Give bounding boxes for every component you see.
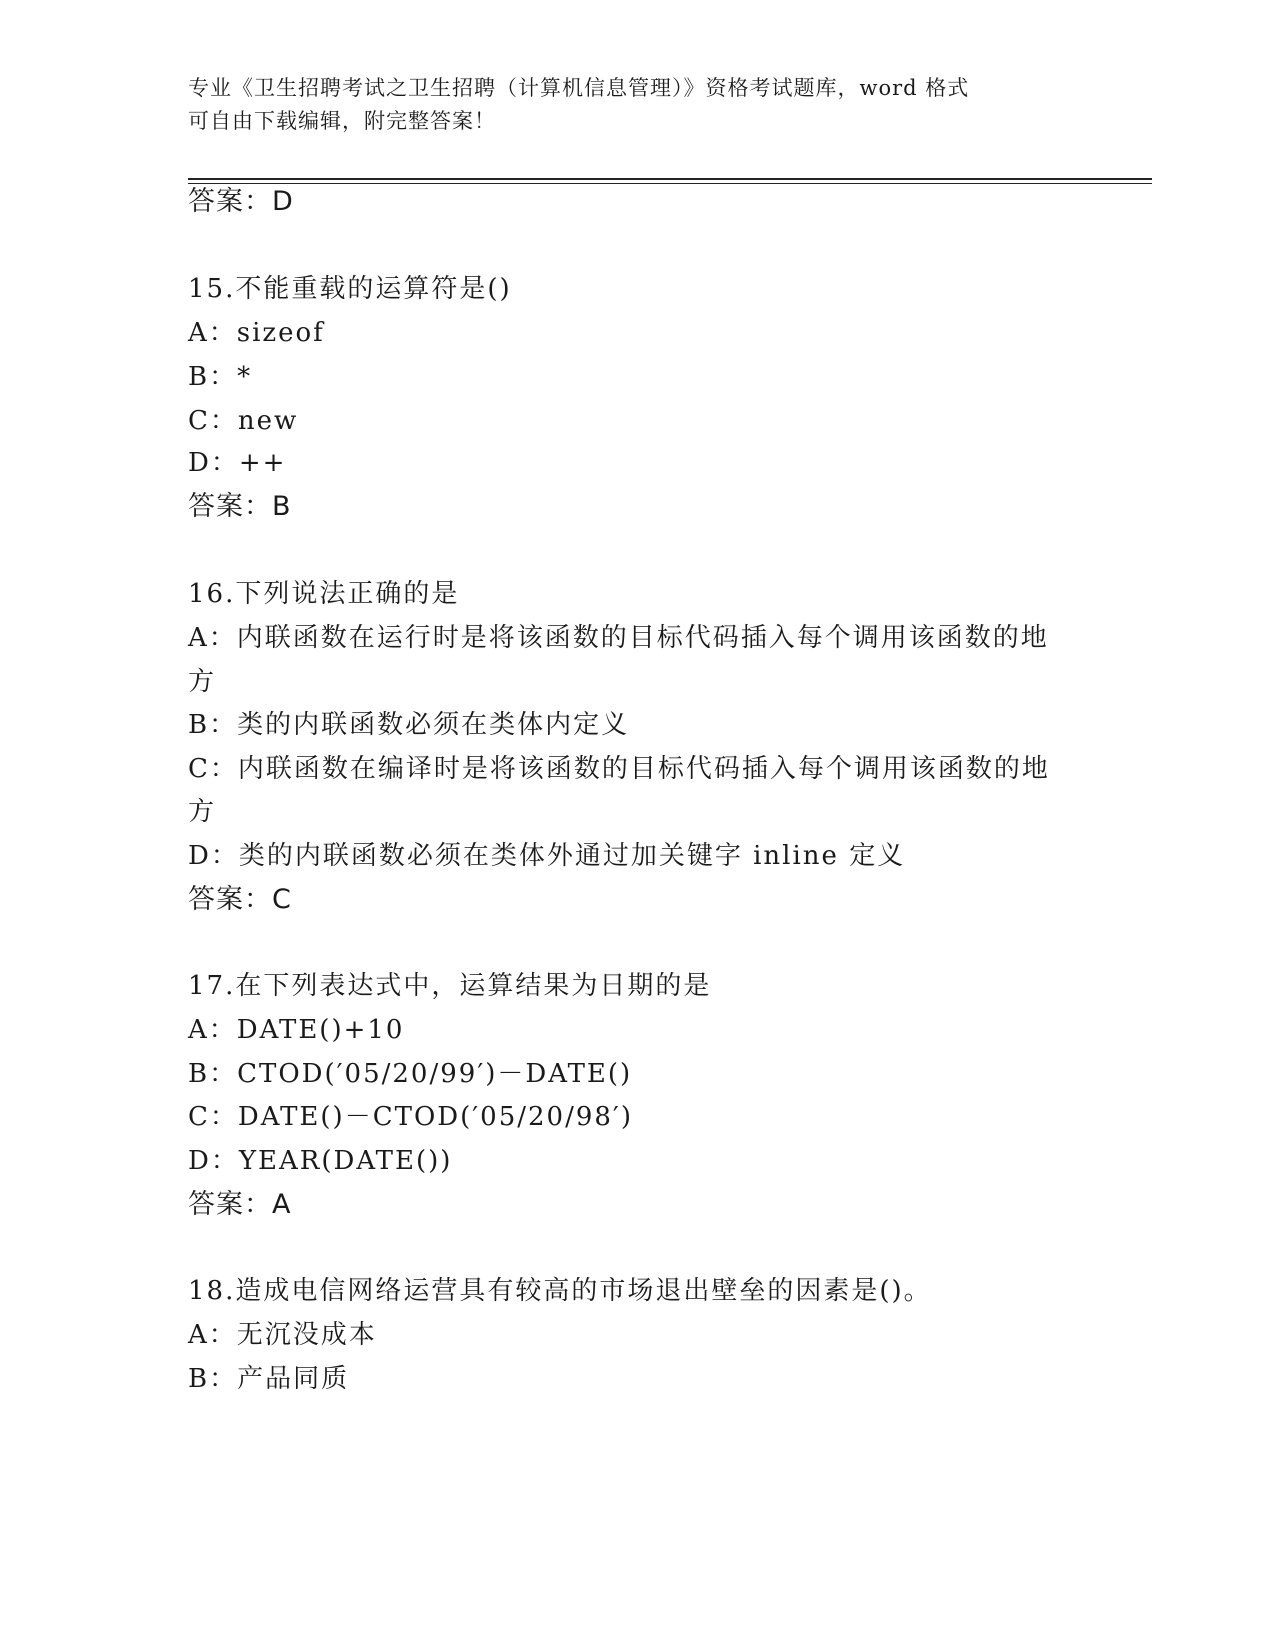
q16-option-b: B：类的内联函数必须在类体内定义 <box>188 710 630 740</box>
q16-answer: 答案：C <box>188 884 292 915</box>
q16-question: 16.下列说法正确的是 <box>188 579 460 609</box>
document-header <box>188 72 1068 138</box>
q16-option-a-line1: A：内联函数在运行时是将该函数的目标代码插入每个调用该函数的地 <box>188 623 1049 653</box>
q17-answer: 答案：A <box>188 1189 292 1220</box>
q15-option-d: D：++ <box>188 448 287 478</box>
q15-option-a: A：sizeof <box>188 318 325 348</box>
header-line-1: 专业《卫生招聘考试之卫生招聘（计算机信息管理）》资格考试题库，word 格式 <box>188 76 970 100</box>
answer-prev: 答案：D <box>188 186 294 217</box>
q15-option-c: C：new <box>188 406 299 436</box>
q17-question: 17.在下列表达式中，运算结果为日期的是 <box>188 971 712 1001</box>
header-rule-thick <box>188 178 1152 180</box>
q16-option-c-line1: C：内联函数在编译时是将该函数的目标代码插入每个调用该函数的地 <box>188 754 1050 784</box>
q17-option-a: A：DATE()+10 <box>188 1015 405 1045</box>
header-rule-thin <box>188 183 1152 184</box>
q16-option-c-line2: 方 <box>188 797 217 827</box>
q16-option-a-line2: 方 <box>188 667 217 697</box>
q15-answer: 答案：B <box>188 491 292 522</box>
q18-option-a: A：无沉没成本 <box>188 1320 377 1350</box>
q17-option-c: C：DATE()－CTOD(′05/20/98′) <box>188 1102 633 1132</box>
q18-option-b: B：产品同质 <box>188 1364 350 1394</box>
q17-option-d: D：YEAR(DATE()) <box>188 1146 453 1176</box>
q18-question: 18.造成电信网络运营具有较高的市场退出壁垒的因素是()。 <box>188 1276 932 1306</box>
q16-option-d: D：类的内联函数必须在类体外通过加关键字 inline 定义 <box>188 841 906 871</box>
q15-question: 15.不能重载的运算符是() <box>188 274 512 304</box>
header-line-2: 可自由下载编辑，附完整答案！ <box>188 109 496 133</box>
q15-option-b: B：* <box>188 362 253 392</box>
q17-option-b: B：CTOD(′05/20/99′)－DATE() <box>188 1059 633 1089</box>
